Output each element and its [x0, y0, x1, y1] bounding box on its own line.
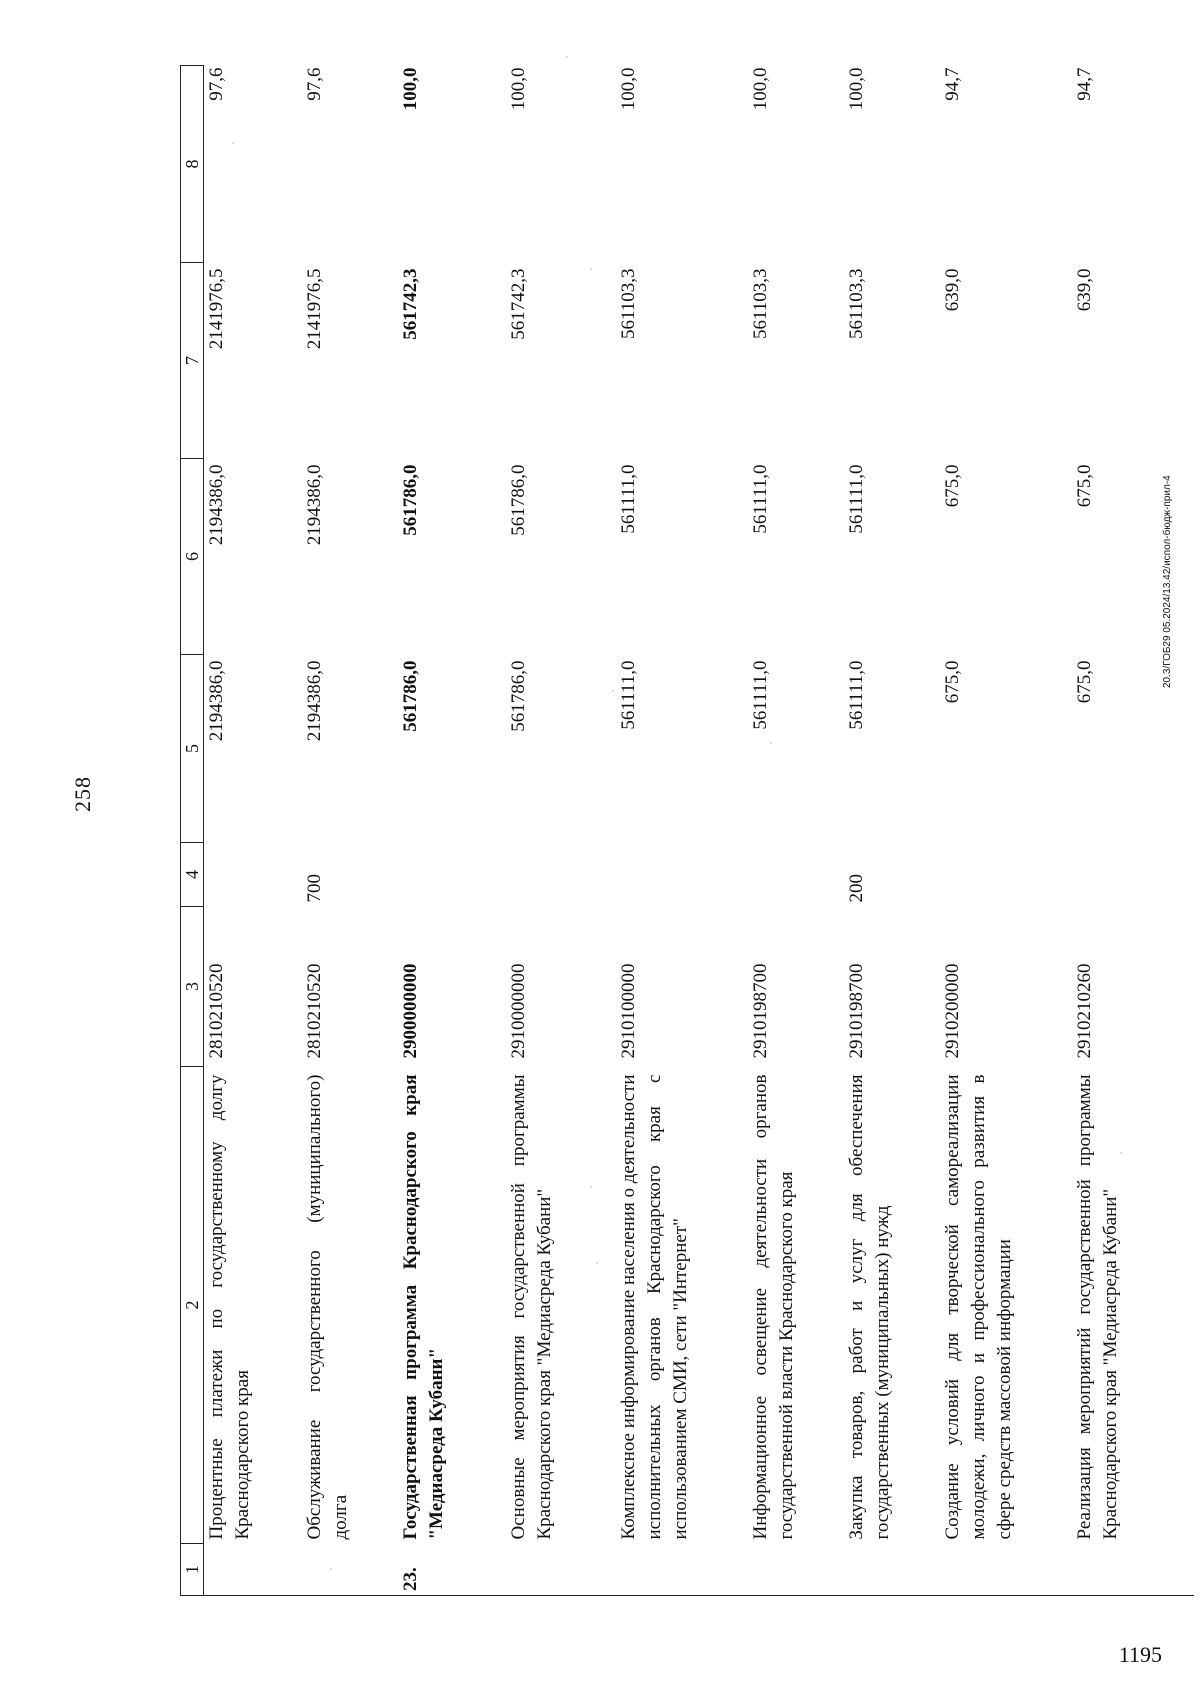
value-col6: 561786,0	[399, 464, 421, 536]
value-col7: 561103,3	[749, 268, 771, 340]
column-header-4: 4	[181, 843, 204, 907]
row-name: Комплексное информирование населения о деятельности исполнительных органов Краснодарского края с использованием СМИ, сети "Интернет"	[617, 1074, 691, 1540]
file-footer: 20.3/ГОБ29 05.2024/13.42/испол-бюдж-прил-4	[1162, 475, 1173, 688]
row-number	[506, 1544, 616, 1596]
value-col6: 2194386,0	[206, 464, 227, 546]
table-row	[506, 66, 616, 1596]
value-col5: 561786,0	[507, 660, 529, 732]
row-number	[844, 1544, 940, 1596]
column-header-6: 6	[181, 459, 204, 655]
expense-type	[398, 843, 506, 907]
value-col7: 639,0	[1073, 268, 1095, 312]
scan-speck	[566, 56, 568, 58]
value-col5: 675,0	[941, 660, 963, 704]
target-code: 2910198700	[845, 963, 867, 1059]
value-col7: 561742,3	[399, 268, 421, 340]
value-col7: 561742,3	[507, 268, 529, 340]
column-header-1: 1	[181, 1544, 204, 1596]
value-col5: 675,0	[1073, 660, 1095, 704]
column-header-5: 5	[181, 655, 204, 843]
column-header-8: 8	[181, 66, 204, 263]
value-col7: 561103,3	[617, 268, 639, 340]
row-number	[302, 1544, 398, 1596]
value-col8: 97,6	[206, 67, 227, 101]
value-col7: 561103,3	[845, 268, 867, 340]
target-code: 2810210520	[303, 963, 325, 1059]
table-row	[616, 66, 748, 1596]
value-col5: 561111,0	[845, 660, 867, 730]
table-row	[844, 66, 940, 1596]
value-col7: 2141976,5	[206, 268, 227, 350]
row-name: Обслуживание государственного (муниципального) долга	[303, 1074, 351, 1540]
value-col6: 675,0	[941, 464, 963, 508]
value-col5: 561111,0	[749, 660, 771, 730]
value-col6: 2194386,0	[303, 464, 325, 546]
target-code: 2910000000	[507, 963, 529, 1059]
value-col6: 561111,0	[749, 464, 771, 534]
row-name: Создание условий для творческой самореализации молодежи, личного и профессионального развития в сфере средств массовой информации	[941, 1074, 1015, 1540]
value-col6: 561111,0	[617, 464, 639, 534]
row-number: 23.	[398, 1544, 506, 1596]
value-col8: 94,7	[1073, 67, 1095, 101]
row-name: Информационное освещение деятельности органов государственной власти Краснодарского края	[749, 1074, 797, 1540]
value-col8: 100,0	[617, 67, 639, 111]
target-code: 2910198700	[749, 963, 771, 1059]
table-row	[398, 66, 506, 1596]
value-col8: 100,0	[749, 67, 771, 111]
row-number	[748, 1544, 844, 1596]
expense-type	[1072, 843, 1194, 907]
row-name: Основные мероприятия государственной программы Краснодарского края "Медиасреда Кубани"	[507, 1074, 555, 1540]
value-col6: 675,0	[1073, 464, 1095, 508]
column-header-3: 3	[181, 907, 204, 1067]
row-name: Процентные платежи по государственному долгу Краснодарского края	[206, 1074, 253, 1540]
value-col5: 2194386,0	[303, 660, 325, 742]
bottom-page-number: 1195	[1118, 1642, 1162, 1667]
table-row	[302, 66, 398, 1596]
table-row	[940, 66, 1072, 1596]
value-col8: 97,6	[303, 67, 325, 101]
expense-type	[748, 843, 844, 907]
expense-type: 200	[845, 874, 867, 903]
table-row	[1072, 66, 1194, 1596]
value-col5: 561111,0	[617, 660, 639, 730]
rotated-table-canvas	[180, 66, 1121, 1596]
row-number	[204, 1544, 302, 1596]
target-code: 2910100000	[617, 963, 639, 1059]
target-code: 2910200000	[941, 963, 963, 1059]
value-col5: 2194386,0	[206, 660, 227, 742]
target-code: 2810210520	[206, 963, 227, 1059]
table-row	[204, 66, 302, 1596]
table-row	[748, 66, 844, 1596]
row-name: Закупка товаров, работ и услуг для обеспечения государственных (муниципальных) нужд	[845, 1074, 893, 1540]
expense-type	[506, 843, 616, 907]
value-col6: 561111,0	[845, 464, 867, 534]
value-col7: 2141976,5	[303, 268, 325, 350]
header-row	[181, 66, 204, 1596]
expense-type	[204, 843, 302, 907]
expense-type	[940, 843, 1072, 907]
row-number	[940, 1544, 1072, 1596]
value-col7: 639,0	[941, 268, 963, 312]
column-header-2: 2	[181, 1067, 204, 1544]
target-code: 2900000000	[399, 963, 421, 1059]
row-number	[616, 1544, 748, 1596]
value-col6: 561786,0	[507, 464, 529, 536]
expense-type: 700	[303, 874, 325, 903]
page-number: 258	[70, 776, 95, 812]
column-header-7: 7	[181, 263, 204, 459]
table-header	[181, 66, 204, 1596]
value-col8: 94,7	[941, 67, 963, 101]
row-name: Реализация мероприятий государственной программы Краснодарского края "Медиасреда Кубани"	[1073, 1074, 1121, 1540]
target-code: 2910210260	[1073, 963, 1095, 1059]
value-col8: 100,0	[399, 67, 421, 111]
value-col5: 561786,0	[399, 660, 421, 732]
expense-type	[616, 843, 748, 907]
value-col8: 100,0	[507, 67, 529, 111]
row-name: Государственная программа Краснодарского края "Медиасреда Кубани"	[399, 1074, 447, 1540]
budget-table	[180, 65, 1194, 1596]
row-number	[1072, 1544, 1194, 1596]
value-col8: 100,0	[845, 67, 867, 111]
table-body	[204, 66, 1194, 1596]
